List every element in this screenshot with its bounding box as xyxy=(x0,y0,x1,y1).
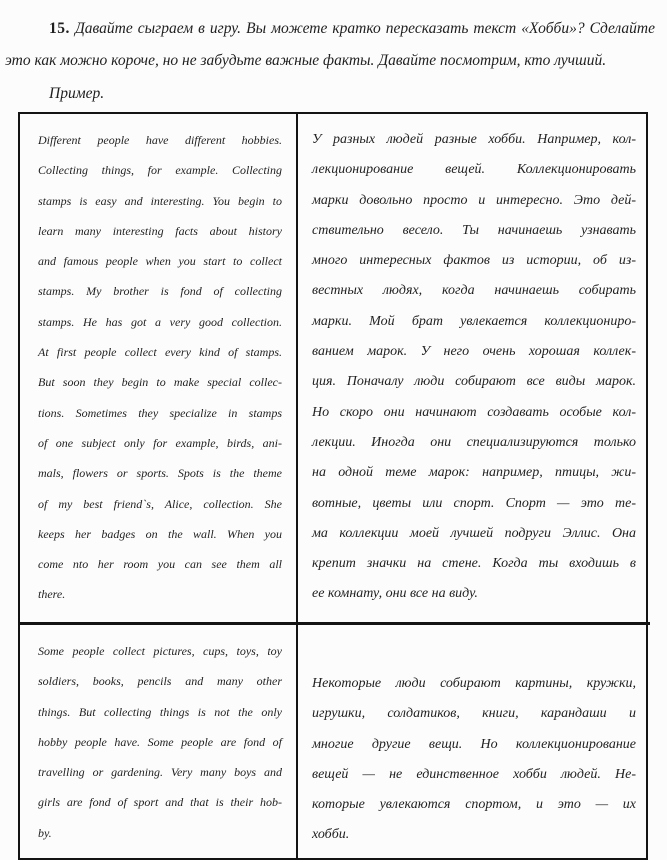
text-line: and famous people when you start to collect xyxy=(38,254,282,269)
text-line: there. xyxy=(38,587,66,602)
text-line: of one subject only for example, birds, ani- xyxy=(38,435,282,450)
text-line: things. But collecting things is not the only xyxy=(38,704,282,719)
text-line: много интересных фактов из истории, об из- xyxy=(312,253,636,269)
text-line: игрушки, солдатиков, книги, карандаши и xyxy=(312,706,636,722)
text-line: Different people have different hobbies. xyxy=(38,133,282,147)
text-line: лекции. Иногда они специализируются только xyxy=(312,434,636,450)
table-cell-english-row2 xyxy=(20,625,298,858)
text-line: stamps. My brother is fond of collecting xyxy=(38,284,282,299)
table-cell-russian-row1 xyxy=(298,114,650,625)
text-line: of my best friend`s, Alice, collection. She xyxy=(38,496,282,511)
text-line: keeps her badges on the wall. When you xyxy=(38,526,282,541)
text-line: ванием марок. У него очень хорошая коллек- xyxy=(312,344,636,360)
text-line: But soon they begin to make special collec- xyxy=(38,375,282,390)
example-label: Пример. xyxy=(49,85,105,102)
text-line: stamps. He has got a very good collection. xyxy=(38,314,282,329)
text-line: mals, flowers or sports. Spots is the theme xyxy=(38,466,282,481)
table-cell-english-row1 xyxy=(20,114,298,625)
text-line: многие другие вещи. Но коллекционирование xyxy=(312,736,636,752)
task-number: 15. xyxy=(49,20,70,37)
text-line: марки довольно просто и интересно. Это дей- xyxy=(312,192,636,208)
text-line: лекционирование вещей. Коллекционировать xyxy=(312,162,636,178)
text-line: Collecting things, for example. Collecting xyxy=(38,163,282,178)
text-line: ция. Поначалу люди собирают все виды марок. xyxy=(312,374,636,390)
text-line: by. xyxy=(38,825,52,840)
text-line: на одной теме марок: например, птицы, жи- xyxy=(312,465,636,481)
text-line: вотные, цветы или спорт. Спорт — это те- xyxy=(312,495,636,511)
task-text: Давайте сыграем в игру. Вы можете кратко пересказать текст «Хобби»? Сделайте xyxy=(74,20,656,37)
text-line: крепит значки на стене. Когда ты входишь в xyxy=(312,556,636,572)
text-line: hobby people have. Some people are fond of xyxy=(38,734,282,749)
text-line: марки. Мой брат увлекается коллекциониро- xyxy=(312,313,636,329)
text-line: tions. Sometimes they specialize in stamps xyxy=(38,405,282,420)
text-line: learn many interesting facts about history xyxy=(38,223,282,238)
text-line: Некоторые люди собирают картины, кружки, xyxy=(312,676,636,691)
text-line: вестных людях, когда начинаешь собирать xyxy=(312,283,636,299)
text-line: come nto her room you can see them all xyxy=(38,557,282,572)
text-line: At first people collect every kind of stamps. xyxy=(38,345,282,360)
example-table xyxy=(18,112,648,860)
task-paragraph xyxy=(5,13,655,77)
task-line-2: это как можно короче, но не забудьте важные факты. Давайте посмотрим, кто лучший. xyxy=(5,52,607,69)
text-line: ма коллекции моей лучшей подруги Эллис. Она xyxy=(312,525,636,541)
text-line: которые увлекаются спортом, и это — их xyxy=(312,797,636,813)
text-line: Some people collect pictures, cups, toys, toy xyxy=(38,644,282,658)
text-line: travelling or gardening. Very many boys and xyxy=(38,765,282,780)
text-line: soldiers, books, pencils and many other xyxy=(38,674,282,689)
text-line: ее комнату, они все на виду. xyxy=(312,586,478,602)
text-line: У разных людей разные хобби. Например, кол- xyxy=(312,132,636,147)
text-line: вещей — не единственное хобби людей. Не- xyxy=(312,766,636,782)
table-cell-russian-row2 xyxy=(298,625,650,858)
text-line: Но скоро они начинают создавать особые кол- xyxy=(312,404,636,420)
task-line-1 xyxy=(5,13,655,45)
text-line: ствительно весело. Ты начинаешь узнавать xyxy=(312,222,636,238)
text-line: хобби. xyxy=(312,827,350,843)
text-line: stamps is easy and interesting. You begin to xyxy=(38,193,282,208)
text-line: girls are fond of sport and that is their hob- xyxy=(38,795,282,810)
